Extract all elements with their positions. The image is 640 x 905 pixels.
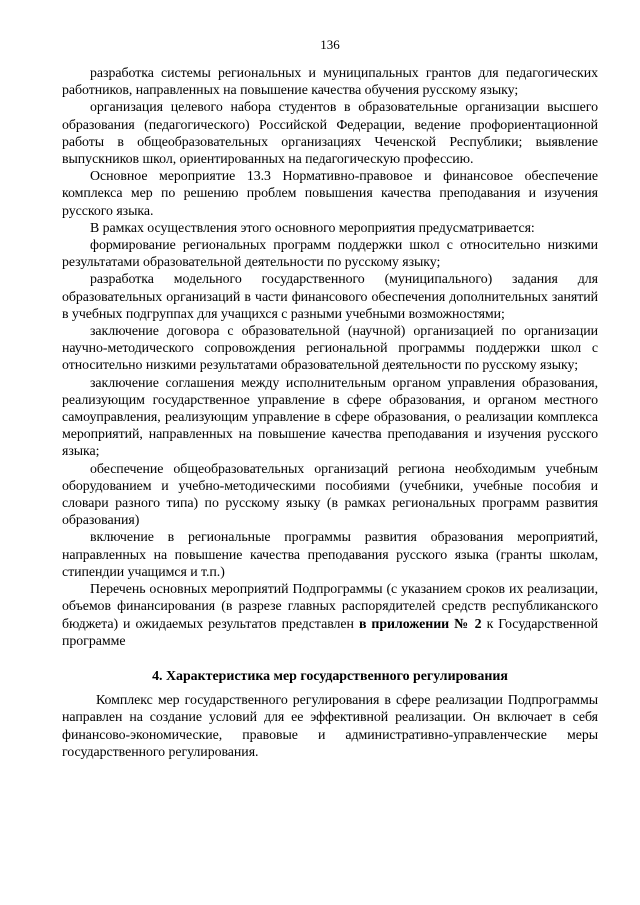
paragraph-activity-intro: В рамках осуществления этого основного мероприятия предусматривается: xyxy=(90,220,535,236)
page-number: 136 xyxy=(320,37,340,52)
paragraph-equipment: обеспечение общеобразовательных организаций региона необходимым учебным оборудованием и учебно-методическими пособиями (учебники, учебные пособия и словари разного типа) по русскому языку (в рамках региональных программ развития образования) xyxy=(62,461,598,529)
summary-text-after: к Государственной программе xyxy=(62,616,599,649)
paragraph-main-activity-13-3: Основное мероприятие 13.3 Нормативно-правовое и финансовое обеспечение комплекса мер по решению проблем повышения качества преподавания и изучения русского языка. xyxy=(62,169,598,219)
section-heading: 4. Характеристика мер государственного регулирования xyxy=(152,668,508,684)
paragraph-contract: заключение договора с образовательной (научной) организацией по организации научно-методического сопровождения региональной программы поддержки школ с относительно низкими результатами образовательной деятельности по русскому языку; xyxy=(62,324,598,374)
appendix-reference: в приложении № 2 xyxy=(358,616,482,632)
paragraph-inclusion: включение в региональные программы развития образования мероприятий, направленных на повышение качества преподавания русского языка (гранты школам, стипендии учащимся и т.п.) xyxy=(62,530,598,580)
paragraph-regional-programs: формирование региональных программ поддержки школ с относительно низкими результатами образовательной деятельности по русскому языку; xyxy=(62,238,598,271)
paragraph-agreement: заключение соглашения между исполнительным органом управления образования, реализующим государственное управление в сфере образования, и органом местного самоуправления, реализующим управление в сфере образования, о реализации комплекса мероприятий, направленных на повышение качества преподавания и изучения русского языка; xyxy=(62,375,598,460)
paragraph-model-assignment: разработка модельного государственного (муниципального) задания для образовательных организаций в части финансового обеспечения дополнительных занятий в учебных подгруппах для учащихся с разными учебными возможностями; xyxy=(62,272,598,322)
paragraph-grants: разработка системы региональных и муниципальных грантов для педагогических работников, направленных на повышение качества обучения русскому языку; xyxy=(62,66,598,99)
document-page xyxy=(62,36,598,761)
paragraph-targeted-enrollment: организация целевого набора студентов в образовательные организации высшего образования (педагогического) Российской Федерации, ведение профориентационной работы в общеобразовательных организациях Чеченской Республики; выявление выпускников школ, ориентированных на педагогическую профессию. xyxy=(62,100,598,168)
paragraph-activities-list xyxy=(62,581,598,650)
summary-text-before: Перечень основных мероприятий Подпрограммы (с указанием сроков их реализации, объемов финансирования (в разрезе главных распорядителей средств республиканского бюджета) и ожидаемых результатов представлен xyxy=(62,582,598,632)
paragraph-regulation-measures: Комплекс мер государственного регулирования в сфере реализации Подпрограммы направлен на создание условий для ее эффективной реализации. Он включает в себя финансово-экономические, правовые и административно-управленческие меры государственного регулирования. xyxy=(62,693,598,760)
